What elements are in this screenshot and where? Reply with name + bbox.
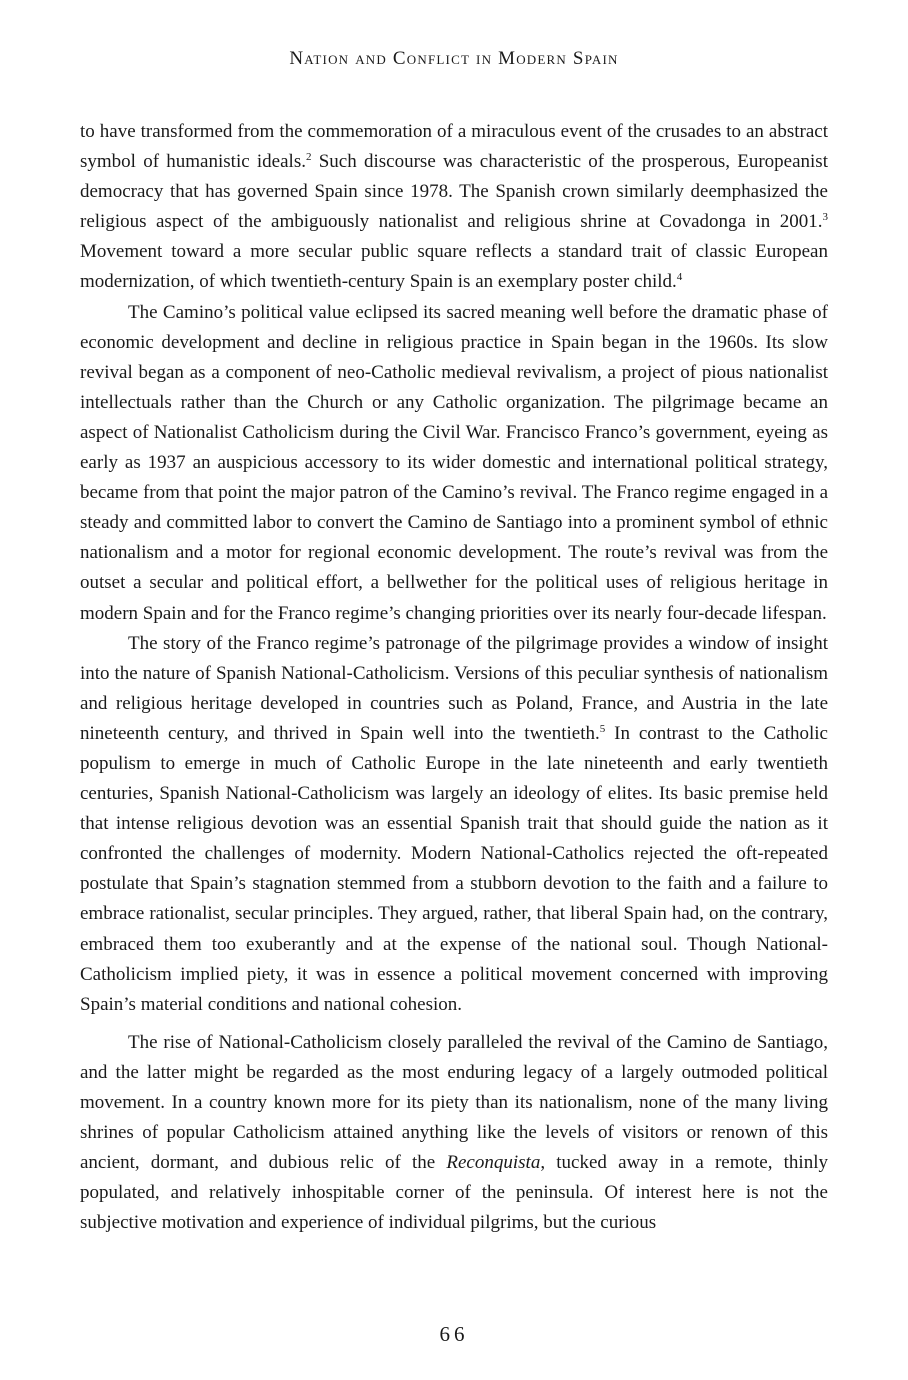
footnote-ref-5[interactable]: 5 xyxy=(599,722,606,735)
paragraph-2: The Camino’s political value eclipsed its sacred meaning well before the dramatic phase of economic development and decline in religious practice in Spain began in the 1960s. Its slow revival began as a component of neo-Catholic medieval revivalism, a project of pious nationalist intellectuals rather than the Church or any Catholic organization. The pilgrimage became an aspect of Nationalist Catholicism during the Civil War. Francisco Franco’s government, eyeing as early as 1937 an auspicious accessory to its wider domestic and international political strategy, became from that point the major patron of the Camino’s revival. The Franco regime engaged in a steady and committed labor to convert the Camino de Santiago into a prominent symbol of ethnic nationalism and a motor for regional economic development. The route’s revival was from the outset a secular and political effort, a bellwether for the political uses of religious heritage in modern Spain and for the Franco regime’s changing priorities over its nearly four-decade lifespan. xyxy=(80,301,828,624)
paragraph-4-text-b: , tucked away in a remote, thinly populated, and relatively inhospitable corner of the peninsula. Of interest here is not the subjective motivation and experience of individual pilgrims, but the curious xyxy=(80,1152,828,1234)
paragraph-1-text-c: Movement toward a more secular public square reflects a standard trait of classic European modernization, of which twentieth-century Spain is an exemplary poster child. xyxy=(80,241,828,293)
paragraph-4 xyxy=(80,1028,828,1239)
running-head: Nation and Conflict in Modern Spain xyxy=(289,48,619,69)
paragraph-3-text-b: In contrast to the Catholic populism to emerge in much of Catholic Europe in the late nineteenth and early twentieth centuries, Spanish National-Catholicism was largely an ideology of elites. Its basic premise held that intense religious devotion was an essential Spanish trait that should guide the nation as it confronted the challenges of modernity. Modern National-Catholics rejected the oft-repeated postulate that Spain’s stagnation stemmed from a stubborn devotion to the faith and a failure to embrace rationalist, secular principles. They argued, rather, that liberal Spain had, on the contrary, embraced them too exuberantly and at the expense of the national soul. Though National-Catholicism implied piety, it was in essence a political movement concerned with improving Spain’s material conditions and national cohesion. xyxy=(80,722,828,1015)
paragraph-1-text-a: to have transformed from the commemoration of a miraculous event of the crusades to an abstract symbol of humanistic ideals. xyxy=(80,121,828,173)
footnote-ref-4[interactable]: 4 xyxy=(676,271,683,284)
footnote-ref-2[interactable]: 2 xyxy=(305,150,312,163)
paragraph-3-text-a: The story of the Franco regime’s patronage of the pilgrimage provides a window of insight into the nature of Spanish National-Catholicism. Versions of this peculiar synthesis of nationalism and religious heritage developed in countries such as Poland, France, and Austria in the late nineteenth century, and thrived in Spain well into the twentieth. xyxy=(80,632,828,744)
page-number: 66 xyxy=(439,1322,469,1346)
footnote-ref-3[interactable]: 3 xyxy=(822,211,828,224)
paragraph-1-text-b: Such discourse was characteristic of the prosperous, Europeanist democracy that has governed Spain since 1978. The Spanish crown similarly deemphasized the religious aspect of the ambiguously nationalist and religious shrine at Covadonga in 2001. xyxy=(80,151,828,233)
paragraph-3 xyxy=(80,629,828,1020)
body-text xyxy=(80,117,828,1238)
paragraph-4-text-a: The rise of National-Catholicism closely paralleled the revival of the Camino de Santiago, and the latter might be regarded as the most enduring legacy of a largely outmoded political movement. In a country known more for its piety than its nationalism, none of the many living shrines of popular Catholicism attained anything like the levels of visitors or renown of this ancient, dormant, and dubious relic of the xyxy=(80,1031,828,1174)
paragraph-1 xyxy=(80,117,828,298)
italic-term: Reconquista xyxy=(446,1152,541,1174)
